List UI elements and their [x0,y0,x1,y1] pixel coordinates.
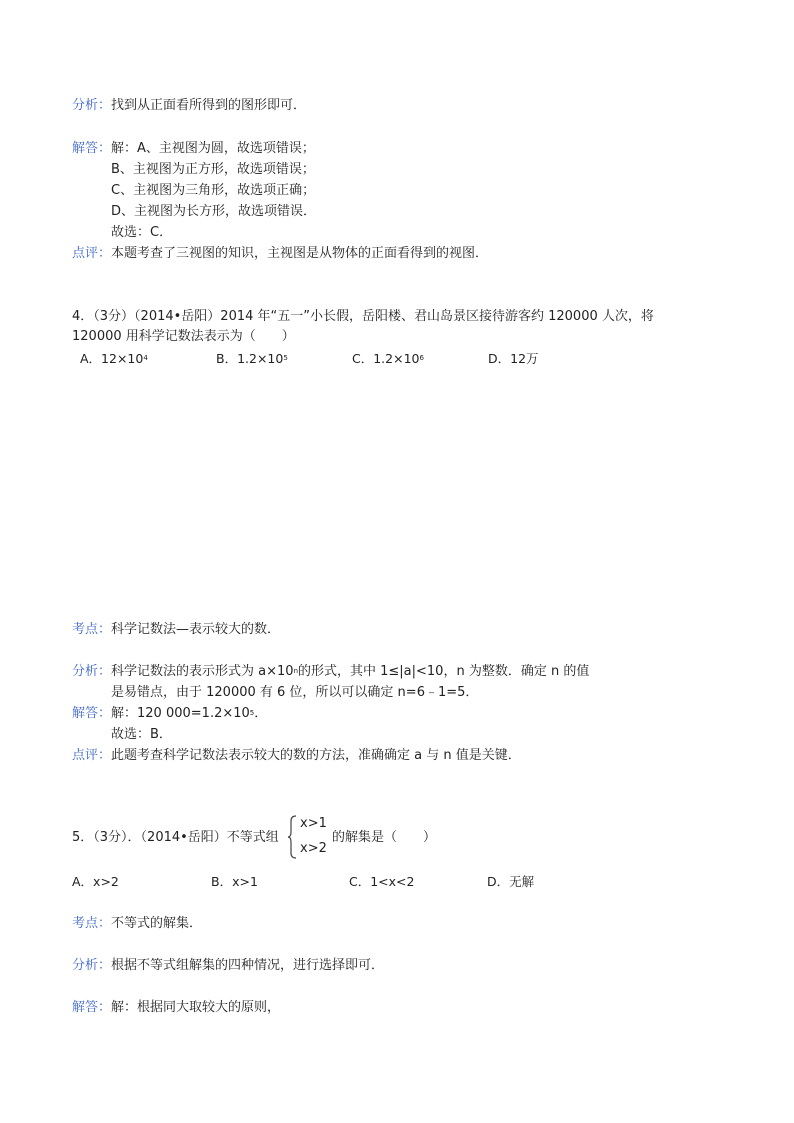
q5-answer-row [72,1000,280,1016]
q5-analysis-text: 根据不等式组解集的四种情况，进行选择即可． [111,958,385,973]
q4-option-a-text: A．12×10 [80,351,144,366]
q4-analysis-row [72,664,589,680]
q5-point-row [72,916,202,932]
q3-comment-label: 点评： [72,246,112,261]
q3-comment-row [72,246,488,262]
q4-answer-label: 解答： [72,706,112,721]
q4-comment-label: 点评： [72,748,112,763]
q4-analysis-text-b: 的形式，其中 1≤|a|<10，n 为整数．确定 n 的值 [298,664,590,679]
q5-stem-before: 5．（3分）．（2014•岳阳）不等式组 [72,830,279,845]
q3-comment-text: 本题考查了三视图的知识，主视图是从物体的正面看得到的视图． [111,246,489,261]
q5-option-d: D．无解 [487,874,535,889]
q3-analysis-label: 分析： [72,98,112,113]
q3-answer-row [72,141,315,157]
q4-answer-text-b: ． [254,706,268,721]
q4-answer-text-a: 解：120 000=1.2×10 [111,706,250,721]
q5-system-line-1: x>1 [300,816,327,831]
q5-system-line-2: x>2 [300,841,327,856]
left-brace-icon [287,815,297,859]
q4-option-a [80,351,148,367]
q5-answer-label: 解答： [72,1000,112,1015]
q3-answer-line-5: 故选：C． [111,225,173,240]
q5-analysis-row [72,958,384,974]
q4-option-c-text: C．1.2×10 [352,351,420,366]
q5-point-label: 考点： [72,916,112,931]
q3-answer-line-2: B、主视图为正方形，故选项错误； [111,162,315,177]
q4-option-d: D．12万 [488,351,539,366]
q4-answer-line-2: 故选：B． [111,727,172,742]
q4-option-c [352,351,424,367]
q4-analysis-exponent: n [293,667,298,675]
q4-comment-row [72,748,521,764]
q5-option-a: A．x>2 [72,874,119,889]
q5-option-b: B．x>1 [211,874,258,889]
q4-answer-row [72,706,267,722]
q5-option-c: C．1<x<2 [349,874,415,889]
q4-option-a-exponent: 4 [143,354,148,362]
q3-analysis-text: 找到从正面看所得到的图形即可． [111,98,307,113]
q4-point-text: 科学记数法—表示较大的数． [111,622,281,637]
q3-answer-label: 解答： [72,141,112,156]
q3-analysis-row [72,98,306,114]
q4-comment-text: 此题考查科学记数法表示较大的数的方法，准确确定 a 与 n 值是关键． [111,748,521,763]
q4-analysis-label: 分析： [72,664,112,679]
q4-option-c-exponent: 6 [419,354,424,362]
q5-stem-after: 的解集是（ ） [332,830,437,845]
q5-analysis-label: 分析： [72,958,112,973]
q4-analysis-line-2: 是易错点，由于 120000 有 6 位，所以可以确定 n=6﹣1=5． [111,685,479,700]
q3-answer-line-1: 解：A、主视图为圆，故选项错误； [111,141,315,156]
q4-option-b [216,351,288,367]
q3-answer-line-3: C、主视图为三角形，故选项正确； [111,183,316,198]
q4-point-row [72,622,280,638]
q4-option-b-text: B．1.2×10 [216,351,284,366]
q4-analysis-text-a: 科学记数法的表示形式为 a×10 [111,664,294,679]
q3-answer-line-4: D、主视图为长方形，故选项错误． [111,204,317,219]
q4-stem-line-1: 4．（3分）（2014•岳阳）2014 年“五一”小长假，岳阳楼、君山岛景区接待游客约 120000 人次，将 [72,309,654,324]
q4-point-label: 考点： [72,622,112,637]
q5-answer-text: 解：根据同大取较大的原则， [111,1000,281,1015]
q4-answer-exponent: 5 [249,709,255,717]
q4-stem-line-2: 120000 用科学记数法表示为（ ） [72,329,295,344]
q5-point-text: 不等式的解集． [111,916,203,931]
q4-option-b-exponent: 5 [283,354,288,362]
